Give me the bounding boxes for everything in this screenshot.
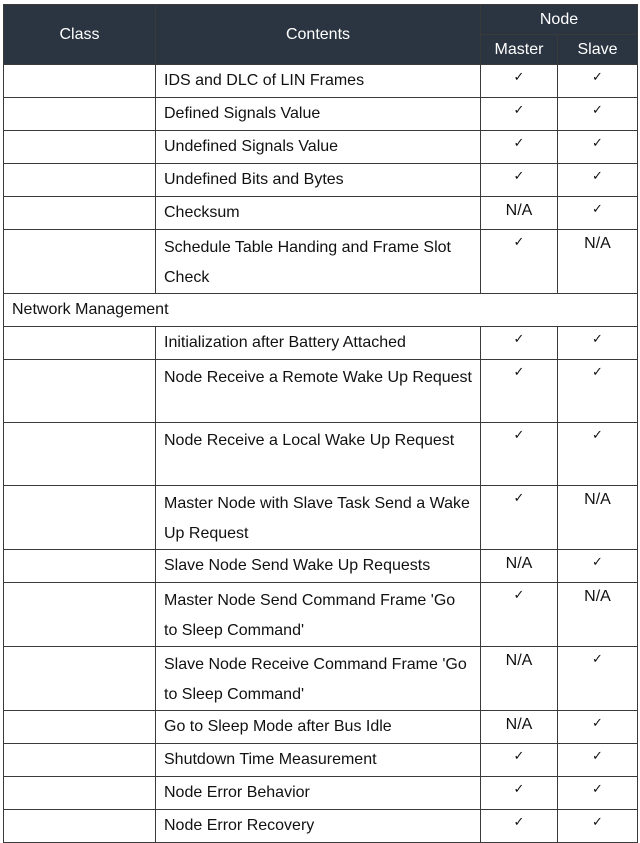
cell-master: ✓ bbox=[481, 486, 558, 550]
cell-contents: Go to Sleep Mode after Bus Idle bbox=[156, 711, 481, 744]
cell-slave: ✓ bbox=[558, 197, 638, 230]
table-row bbox=[4, 777, 638, 810]
cell-contents: Master Node Send Command Frame 'Go to Sleep Command' bbox=[156, 583, 481, 647]
cell-contents: Initialization after Battery Attached bbox=[156, 327, 481, 360]
cell-contents: Shutdown Time Measurement bbox=[156, 744, 481, 777]
cell-contents: Node Error Behavior bbox=[156, 777, 481, 810]
cell-class bbox=[4, 744, 156, 777]
cell-slave: ✓ bbox=[558, 744, 638, 777]
cell-master: ✓ bbox=[481, 65, 558, 98]
cell-slave: ✓ bbox=[558, 360, 638, 423]
cell-slave: ✓ bbox=[558, 647, 638, 711]
cell-class bbox=[4, 65, 156, 98]
cell-master: ✓ bbox=[481, 777, 558, 810]
cell-master: N/A bbox=[481, 647, 558, 711]
test-coverage-table bbox=[3, 4, 638, 843]
cell-slave: ✓ bbox=[558, 423, 638, 486]
cell-master: ✓ bbox=[481, 327, 558, 360]
cell-master: ✓ bbox=[481, 810, 558, 843]
cell-slave: N/A bbox=[558, 583, 638, 647]
header-slave: Slave bbox=[558, 35, 638, 65]
table-row bbox=[4, 197, 638, 230]
header-master: Master bbox=[481, 35, 558, 65]
table-row bbox=[4, 131, 638, 164]
cell-contents: Node Receive a Local Wake Up Request bbox=[156, 423, 481, 486]
cell-slave: ✓ bbox=[558, 65, 638, 98]
cell-master: ✓ bbox=[481, 164, 558, 197]
cell-master: ✓ bbox=[481, 423, 558, 486]
table-row bbox=[4, 360, 638, 423]
cell-slave: N/A bbox=[558, 230, 638, 294]
cell-class bbox=[4, 327, 156, 360]
table-row bbox=[4, 423, 638, 486]
cell-class bbox=[4, 711, 156, 744]
cell-class bbox=[4, 647, 156, 711]
table-row bbox=[4, 486, 638, 550]
cell-contents: Undefined Signals Value bbox=[156, 131, 481, 164]
cell-class bbox=[4, 164, 156, 197]
cell-contents: Checksum bbox=[156, 197, 481, 230]
cell-contents: Slave Node Send Wake Up Requests bbox=[156, 550, 481, 583]
cell-contents: Schedule Table Handing and Frame Slot Check bbox=[156, 230, 481, 294]
cell-slave: ✓ bbox=[558, 777, 638, 810]
table-row bbox=[4, 711, 638, 744]
cell-class bbox=[4, 486, 156, 550]
header-class: Class bbox=[4, 5, 156, 65]
cell-class bbox=[4, 777, 156, 810]
cell-class bbox=[4, 583, 156, 647]
cell-master: ✓ bbox=[481, 131, 558, 164]
cell-master: ✓ bbox=[481, 230, 558, 294]
table-row bbox=[4, 164, 638, 197]
cell-contents: Defined Signals Value bbox=[156, 98, 481, 131]
cell-class bbox=[4, 131, 156, 164]
cell-class bbox=[4, 197, 156, 230]
cell-slave: ✓ bbox=[558, 327, 638, 360]
table-row bbox=[4, 98, 638, 131]
cell-slave: ✓ bbox=[558, 98, 638, 131]
cell-class bbox=[4, 360, 156, 423]
table-row bbox=[4, 744, 638, 777]
cell-contents: IDS and DLC of LIN Frames bbox=[156, 65, 481, 98]
cell-contents: Undefined Bits and Bytes bbox=[156, 164, 481, 197]
table-row bbox=[4, 230, 638, 294]
cell-master: N/A bbox=[481, 711, 558, 744]
table-row bbox=[4, 550, 638, 583]
cell-contents: Master Node with Slave Task Send a Wake Up Request bbox=[156, 486, 481, 550]
cell-master: ✓ bbox=[481, 583, 558, 647]
cell-contents: Slave Node Receive Command Frame 'Go to Sleep Command' bbox=[156, 647, 481, 711]
cell-slave: ✓ bbox=[558, 810, 638, 843]
cell-slave: N/A bbox=[558, 486, 638, 550]
cell-master: ✓ bbox=[481, 98, 558, 131]
cell-class bbox=[4, 230, 156, 294]
header-contents: Contents bbox=[156, 5, 481, 65]
cell-class bbox=[4, 423, 156, 486]
table-row bbox=[4, 810, 638, 843]
table-row bbox=[4, 583, 638, 647]
cell-master: ✓ bbox=[481, 360, 558, 423]
cell-contents: Node Error Recovery bbox=[156, 810, 481, 843]
cell-class bbox=[4, 98, 156, 131]
header-node: Node bbox=[481, 5, 638, 35]
cell-slave: ✓ bbox=[558, 711, 638, 744]
table-row bbox=[4, 647, 638, 711]
cell-class bbox=[4, 550, 156, 583]
cell-contents: Node Receive a Remote Wake Up Request bbox=[156, 360, 481, 423]
cell-master: ✓ bbox=[481, 744, 558, 777]
section-network-management: Network Management bbox=[4, 294, 638, 327]
cell-class bbox=[4, 810, 156, 843]
cell-slave: ✓ bbox=[558, 550, 638, 583]
cell-master: N/A bbox=[481, 550, 558, 583]
cell-master: N/A bbox=[481, 197, 558, 230]
cell-slave: ✓ bbox=[558, 164, 638, 197]
table-row bbox=[4, 327, 638, 360]
section-row bbox=[4, 294, 638, 327]
table-row bbox=[4, 65, 638, 98]
cell-slave: ✓ bbox=[558, 131, 638, 164]
